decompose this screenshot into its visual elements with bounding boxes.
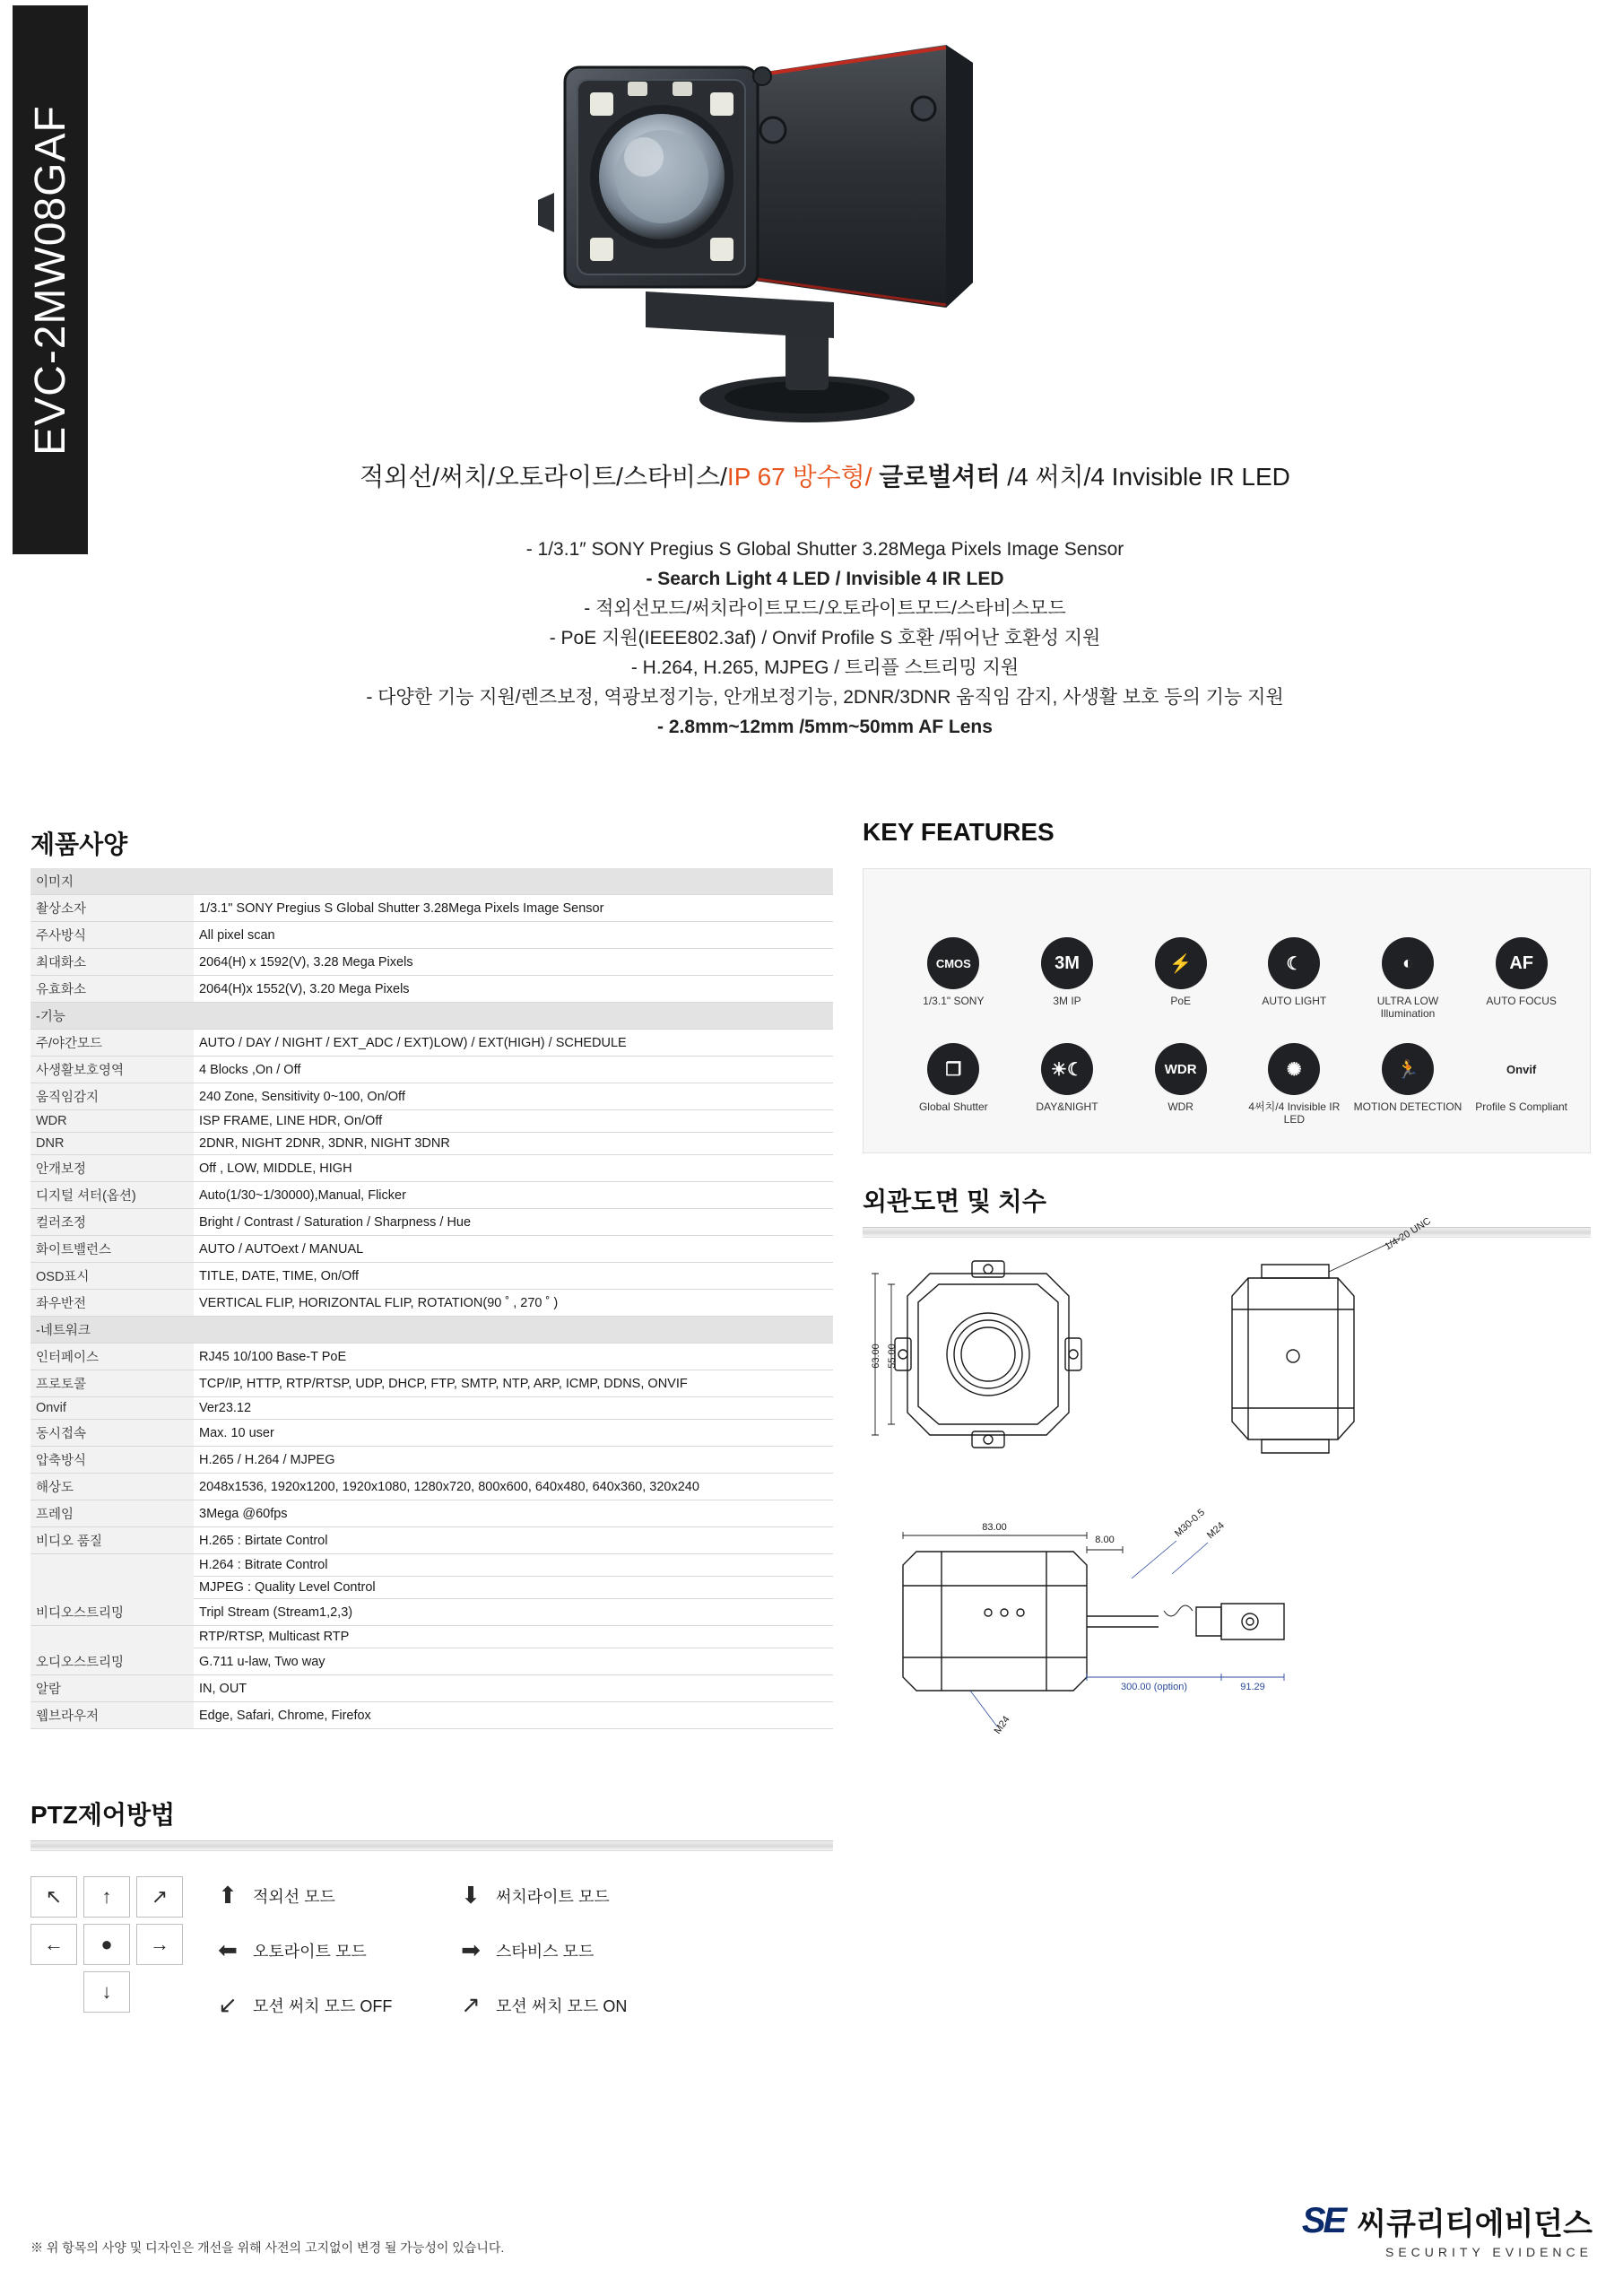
table-row [30,1527,833,1554]
spec-key: 좌우반전 [30,1290,194,1317]
key-feature-label: PoE [1170,995,1191,1007]
ptz-legend-item [458,1936,681,1964]
ptz-rule [30,1840,833,1851]
key-feature-label: 3M IP [1053,995,1081,1007]
title-part-3: 글로벌셔터 [872,463,1001,491]
table-row [30,1420,833,1447]
feature-bullet: - 1/3.1″ SONY Pregius S Global Shutter 3.28Mega Pixels Image Sensor [525,539,1124,560]
ptz-legend-label: 오토라이트 모드 [253,1942,367,1961]
table-row [30,976,833,1003]
key-feature-label: ULTRA LOW Illumination [1376,995,1439,1020]
table-row [30,1626,833,1648]
arrow-up-icon: ⬆ [218,1882,238,1909]
wdr-icon: WDR [1155,1043,1207,1095]
company-name: 씨큐리티에비던스 [1357,2207,1593,2241]
table-row [30,1344,833,1370]
table-row [30,1370,833,1397]
feature-bullet: - 적외선모드/써치라이트모드/오토라이트모드/스타비스모드 [584,598,1066,619]
ptz-pad-button[interactable]: ↖ [30,1876,77,1918]
ptz-pad-row [30,1971,197,2013]
dim-thread-m24-a: M24 [1204,1519,1227,1542]
key-feature-item [1464,1043,1578,1126]
arrow-down-icon: ⬇ [461,1882,481,1909]
key-feature-item [1237,1043,1351,1126]
arrow-up-right-icon: ↗ [461,1991,481,2018]
table-row [30,1057,833,1083]
ptz-legend-label: 모션 써치 모드 ON [496,1996,628,2015]
spec-value: Off , LOW, MIDDLE, HIGH [194,1155,833,1182]
spec-key: DNR [30,1133,194,1155]
table-row [30,922,833,949]
key-feature-label: AUTO LIGHT [1262,995,1327,1007]
table-row [30,949,833,976]
spec-value: Edge, Safari, Chrome, Firefox [194,1702,833,1729]
table-row [30,1110,833,1133]
spec-key: WDR [30,1110,194,1133]
spec-key [30,1577,194,1599]
dim-body-width: 83.00 [982,1522,1007,1533]
ptz-legend-item [458,1991,681,2019]
arrow-right-icon: ➡ [461,1936,481,1963]
spec-value: Bright / Contrast / Saturation / Sharpness / Hue [194,1209,833,1236]
arrow-down-left-icon: ↙ [218,1991,238,2018]
spec-value: 2064(H)x 1552(V), 3.20 Mega Pixels [194,976,833,1003]
spec-value: H.265 : Birtate Control [194,1527,833,1554]
spec-value: 240 Zone, Sensitivity 0~100, On/Off [194,1083,833,1110]
table-row [30,1599,833,1626]
spec-value: 1/3.1" SONY Pregius S Global Shutter 3.28Mega Pixels Image Sensor [194,895,833,922]
spec-key: 알람 [30,1675,194,1702]
spec-key: 해상도 [30,1474,194,1500]
spec-value: H.265 / H.264 / MJPEG [194,1447,833,1474]
spec-table-wrap [30,868,833,1729]
spec-key: 최대화소 [30,949,194,976]
company-tagline: SECURITY EVIDENCE [1385,2245,1593,2259]
title-part-1: 적외선/써치/오토라이트/스타비스/ [360,463,727,491]
spec-value: IN, OUT [194,1675,833,1702]
product-title [99,457,1551,493]
table-row [30,1554,833,1577]
dim-tail-length: 91.29 [1240,1682,1265,1692]
table-row [30,1447,833,1474]
ptz-legend-item [215,1882,438,1909]
ptz-legend-label: 써치라이트 모드 [496,1887,610,1906]
footer-note: ※ 위 항목의 사양 및 디자인은 개선을 위해 사전의 고지없이 변경 될 가능성이 있습니다. [30,2240,505,2255]
invisible-ir-led-icon: ✺ [1268,1043,1320,1095]
spec-value: RJ45 10/100 Base-T PoE [194,1344,833,1370]
spec-group-row [30,1003,833,1030]
spec-value: 2064(H) x 1592(V), 3.28 Mega Pixels [194,949,833,976]
key-feature-item [1011,937,1124,1020]
ptz-legend-item [215,1991,438,2019]
spec-value: ISP FRAME, LINE HDR, On/Off [194,1110,833,1133]
ptz-pad-row [30,1876,197,1918]
onvif-icon: Onvif [1506,1062,1537,1076]
spec-key [30,1626,194,1648]
ptz-legend-label: 스타비스 모드 [496,1942,595,1961]
spec-key: 화이트밸런스 [30,1236,194,1263]
dim-thread-m30: M30-0.5 [1172,1507,1208,1540]
ptz-legend-item [458,1882,681,1909]
ptz-pad-button[interactable]: ↓ [83,1971,130,2013]
key-feature-item [1124,1043,1237,1126]
ptz-legend [215,1882,681,2019]
spec-value: 4 Blocks ,On / Off [194,1057,833,1083]
spec-key: 인터페이스 [30,1344,194,1370]
spec-key: 웹브라우저 [30,1702,194,1729]
spec-key: 프로토콜 [30,1370,194,1397]
dimension-drawings [863,1215,1591,2179]
spec-value: VERTICAL FLIP, HORIZONTAL FLIP, ROTATION(90 ˚ , 270 ˚ ) [194,1290,833,1317]
dim-unc-thread: 1/4-20 UNC [1383,1215,1433,1253]
spec-value: H.264 : Bitrate Control [194,1554,833,1577]
spec-value: 3Mega @60fps [194,1500,833,1527]
spec-value: 2DNR, NIGHT 2DNR, 3DNR, NIGHT 3DNR [194,1133,833,1155]
spec-key: 주사방식 [30,922,194,949]
ptz-legend-item [215,1936,438,1964]
logo-mark-icon: SE [1301,2201,1345,2240]
key-feature-label: Global Shutter [918,1100,988,1113]
ptz-pad-button[interactable]: ← [30,1924,77,1965]
spec-group-label: -네트워크 [30,1317,833,1344]
dimensions-rule [863,1227,1591,1238]
feature-bullet: - Search Light 4 LED / Invisible 4 IR LED [646,569,1004,589]
spec-value: G.711 u-law, Two way [194,1648,833,1675]
ptz-section-title: PTZ제어방법 [30,1801,176,1829]
key-feature-label: Profile S Compliant [1475,1100,1568,1113]
spec-key: 촬상소자 [30,895,194,922]
dim-thread-m24-b: M24 [992,1714,1012,1736]
spec-value: TCP/IP, HTTP, RTP/RTSP, UDP, DHCP, FTP, SMTP, NTP, ARP, ICMP, DDNS, ONVIF [194,1370,833,1397]
feature-bullet: - PoE 지원(IEEE802.3af) / Onvif Profile S 호환 /뛰어난 호환성 지원 [549,628,1101,648]
spec-table [30,868,833,1729]
dim-front-inner: 55.00 [887,1344,898,1369]
key-feature-item [1124,937,1237,1020]
motion-detection-icon: 🏃 [1382,1043,1434,1095]
table-row [30,1182,833,1209]
auto-light-icon: ☾ [1268,937,1320,989]
ptz-legend-label: 적외선 모드 [253,1887,335,1906]
spec-key: 디지털 셔터(옵션) [30,1182,194,1209]
spec-value: Ver23.12 [194,1397,833,1420]
spec-key: 압축방식 [30,1447,194,1474]
spec-key: 안개보정 [30,1155,194,1182]
table-row [30,1290,833,1317]
spec-value: All pixel scan [194,922,833,949]
dim-cable-length: 300.00 (option) [1121,1682,1187,1692]
spec-value: 2048x1536, 1920x1200, 1920x1080, 1280x720, 800x600, 640x480, 640x360, 320x240 [194,1474,833,1500]
table-row [30,1030,833,1057]
spec-key: 프레임 [30,1500,194,1527]
key-features-grid [897,937,1578,1126]
table-row [30,1155,833,1182]
table-row [30,1500,833,1527]
table-row [30,1209,833,1236]
table-row [30,1083,833,1110]
spec-group-row [30,1317,833,1344]
key-feature-label: 1/3.1" SONY [923,995,985,1007]
key-feature-item [1351,1043,1465,1126]
ptz-pad-button[interactable]: ↑ [83,1876,130,1918]
table-row [30,1702,833,1729]
table-row [30,895,833,922]
key-feature-label: AUTO FOCUS [1486,995,1557,1007]
key-feature-label: WDR [1167,1100,1193,1113]
ptz-legend-label: 모션 써치 모드 OFF [253,1996,393,2015]
spec-value: Auto(1/30~1/30000),Manual, Flicker [194,1182,833,1209]
spec-value: Tripl Stream (Stream1,2,3) [194,1599,833,1626]
key-feature-label: 4써치/4 Invisible IR LED [1248,1100,1341,1126]
spec-value: MJPEG : Quality Level Control [194,1577,833,1599]
key-feature-item [1011,1043,1124,1126]
dim-step: 8.00 [1095,1535,1115,1545]
spec-value: RTP/RTSP, Multicast RTP [194,1626,833,1648]
spec-key: 동시접속 [30,1420,194,1447]
table-row [30,1236,833,1263]
spec-value: Max. 10 user [194,1420,833,1447]
company-logo [1302,2199,1593,2259]
spec-section-title: 제품사양 [30,831,128,858]
spec-key: 오디오스트리밍 [30,1648,194,1675]
key-feature-item [1464,937,1578,1020]
auto-focus-icon: AF [1496,937,1548,989]
spec-value: TITLE, DATE, TIME, On/Off [194,1263,833,1290]
dim-front-height: 63.00 [871,1344,881,1369]
spec-value: AUTO / AUTOext / MANUAL [194,1236,833,1263]
poe-icon: ⚡ [1155,937,1207,989]
model-name-tab [13,5,88,554]
table-row [30,1577,833,1599]
key-feature-item [897,1043,1011,1126]
spec-key: 비디오스트리밍 [30,1599,194,1626]
spec-key [30,1554,194,1577]
dimensions-title: 외관도면 및 치수 [863,1187,1046,1215]
model-name-text: EVC-2MW08GAF [26,104,74,456]
key-features-title: KEY FEATURES [863,818,1055,846]
table-row [30,1397,833,1420]
spec-key: 사생활보호영역 [30,1057,194,1083]
feature-bullet: - 2.8mm~12mm /5mm~50mm AF Lens [657,717,993,737]
ptz-pad-button[interactable]: ↗ [136,1876,183,1918]
spec-key: 주/야간모드 [30,1030,194,1057]
spec-group-label: 이미지 [30,868,833,895]
key-feature-item [1237,937,1351,1020]
spec-key: 유효화소 [30,976,194,1003]
spec-key: Onvif [30,1397,194,1420]
key-feature-item [1351,937,1465,1020]
arrow-left-icon: ⬅ [218,1936,238,1963]
ptz-dpad[interactable] [30,1876,197,2019]
key-feature-label: DAY&NIGHT [1036,1100,1098,1113]
table-row [30,1474,833,1500]
product-photo [538,22,1094,453]
spec-key: OSD표시 [30,1263,194,1290]
three-mega-icon: 3M [1041,937,1093,989]
ptz-pad-spacer [136,1971,183,2013]
title-part-4: /4 써치/4 Invisible IR LED [1000,463,1290,491]
day-night-icon: ☀☾ [1041,1043,1093,1095]
ptz-pad-button[interactable]: → [136,1924,183,1965]
title-part-2: IP 67 방수형/ [726,463,872,491]
table-row [30,1675,833,1702]
feature-bullet: - H.264, H.265, MJPEG / 트리플 스트리밍 지원 [630,657,1020,678]
cmos-sensor-icon: CMOS [927,937,979,989]
spec-group-row [30,868,833,895]
table-row [30,1648,833,1675]
spec-key: 움직임감지 [30,1083,194,1110]
feature-bullets [99,535,1551,742]
key-feature-item [897,937,1011,1020]
spec-group-label: -기능 [30,1003,833,1030]
key-feature-label: MOTION DETECTION [1353,1100,1462,1113]
ptz-pad-row [30,1924,197,1965]
ptz-pad-spacer [30,1971,77,2013]
ultra-low-illumination-icon: ◐ [1382,937,1434,989]
feature-bullet: - 다양한 기능 지원/렌즈보정, 역광보정기능, 안개보정기능, 2DNR/3DNR 움직임 감지, 사생활 보호 등의 기능 지원 [366,687,1284,708]
spec-key: 비디오 품질 [30,1527,194,1554]
global-shutter-icon: ❐ [927,1043,979,1095]
table-row [30,1263,833,1290]
spec-key: 컬러조정 [30,1209,194,1236]
spec-value: AUTO / DAY / NIGHT / EXT_ADC / EXT)LOW) / EXT(HIGH) / SCHEDULE [194,1030,833,1057]
table-row [30,1133,833,1155]
ptz-pad-button[interactable]: ● [83,1924,130,1965]
